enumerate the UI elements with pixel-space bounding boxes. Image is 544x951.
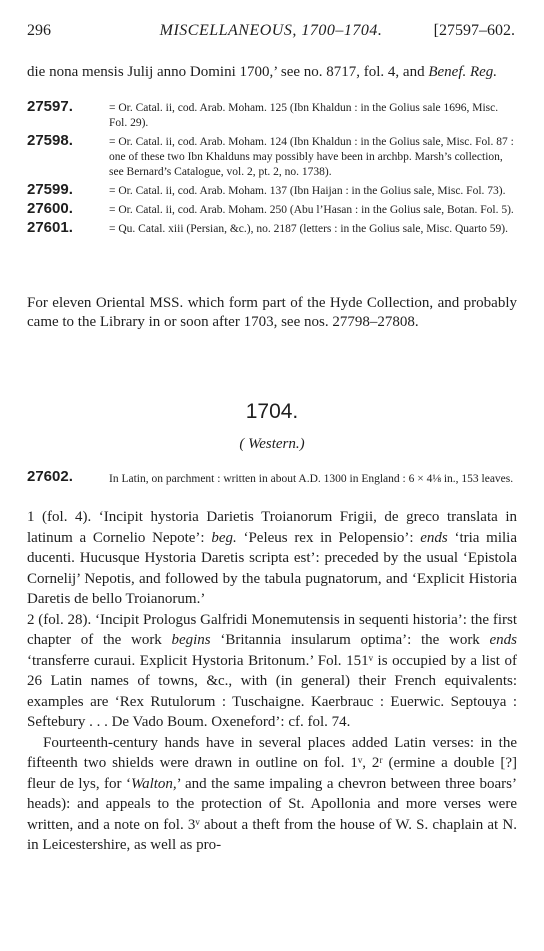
entry-text: = Qu. Catal. xiii (Persian, &c.), no. 2187 (letters : in the Golius sale, Misc. Quarto 59). [109,223,509,235]
entry-number: 27598. [27,132,73,149]
page-number: 296 [27,22,51,39]
manuscript-description [27,507,517,856]
entry-text: = Or. Catal. ii, cod. Arab. Moham. 125 (Ibn Khaldun : in the Golius sale 1696, Misc. Fol. 29). [109,102,499,129]
running-title: MISCELLANEOUS, 1700–1704. [159,22,383,39]
section-year-heading: 1704. [245,400,299,423]
section-subtitle: ( Western.) [239,436,305,452]
running-header [27,22,515,44]
catalog-entry [27,132,517,180]
paragraph-notes: Fourteenth-century hands have in several places added Latin verses: in the fifteenth two shields were drawn in outline on fol. 1ᵛ, 2ʳ (ermine a double [?] fleur de lys, for ‘Walton,’ and the same impaling a chevron between three boars’ heads): and appeals to the protection of St. Apollonia and more verses were written, and a note on fol. 3ᵛ about a theft from the house of W. S. chaplain at N. in Leicestershire, as well as pro- [27,734,518,853]
entry-number: 27597. [27,98,73,115]
entry-list [27,98,517,241]
entry-range: [27597–602. [433,22,515,39]
entry-text: = Or. Catal. ii, cod. Arab. Moham. 124 (Ibn Khaldun : in the Golius sale, Misc. Fol. 87 : one of these two Ibn Khalduns may possibly have been in archbp. Marsh’s collection, see Bernard’s Catalogue, vol. 2, pt. 2, no. 1738). [109,136,514,178]
paragraph-item-2: 2 (fol. 28). ‘Incipit Prologus Galfridi Monemutensis in sequenti historia’: the first chapter of the work begins ‘Britannia insularum optima’: the work ends ‘transferre curaui. Explicit Hystoria Britonum.’ Fol. 151ᵛ is occupied by a list of 26 Latin names of towns, &c., with (in general) their French equivalents: examples are ‘Rex Rutulorum : Tuschaigne. Kaerbrauc : Euerwic. Septouya : Seftebury . . . De Vado Boum. Oxeneford’: cf. fol. 74. [27,611,517,730]
entry-number: 27602. [27,468,73,485]
paragraph-item-1: 1 (fol. 4). ‘Incipit hystoria Darietis Troianorum Frigii, de greco translata in latinum a Cornelio Nepote’: beg. ‘Peleus rex in Pelopensio’: ends ‘tria milia ducenti. Hucusque Hystoria Daretis scripta est’: preceded by the usual ‘Epistola Cornelij’ Nepotis, and followed by the tabula pugnatorum, and ‘Explicit Historia Daretis de bello Troianorum.’ [27,509,517,607]
catalog-entry [27,200,517,218]
entry-number: 27599. [27,181,73,198]
manuscript-entry [27,468,517,491]
catalog-entry [27,468,517,487]
continued-paragraph: die nona mensis Julij anno Domini 1700,’ see no. 8717, fol. 4, and Benef. Reg. [27,64,498,80]
entry-number: 27600. [27,200,73,217]
italic-reference: Benef. Reg. [428,64,498,80]
catalog-entry [27,219,517,237]
catalog-entry [27,181,517,199]
entry-text: = Or. Catal. ii, cod. Arab. Moham. 250 (Abu l’Hasan : in the Golius sale, Botan. Fol. 5). [109,204,514,216]
entry-number: 27601. [27,219,73,236]
catalog-entry [27,98,517,131]
entry-text: In Latin, on parchment : written in about A.D. 1300 in England : 6 × 4⅛ in., 153 leaves. [109,473,514,485]
entry-text: = Or. Catal. ii, cod. Arab. Moham. 137 (Ibn Haijan : in the Golius sale, Misc. Fol. 73). [109,185,506,197]
cross-reference-note: For eleven Oriental MSS. which form part of the Hyde Collection, and probably came to the Library in or soon after 1703, see nos. 27798–27808. [27,295,517,330]
